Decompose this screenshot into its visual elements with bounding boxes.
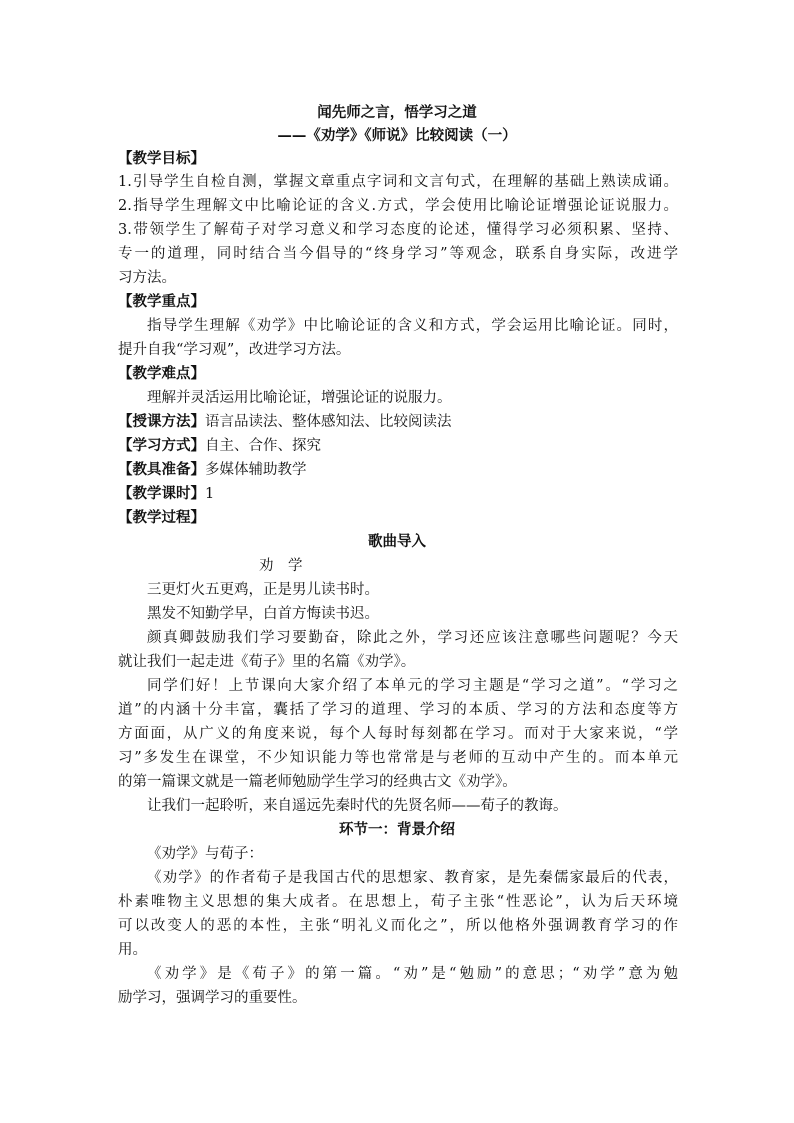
intro-para-line: 就让我们一起走进《荀子》里的名篇《劝学》。 — [118, 654, 416, 670]
intro-para-line: 方面面，从广义的角度来说，每个人每时每刻都在学习。而对于大家来说，“学 — [118, 726, 678, 742]
intro-para-line: 的第一篇课文就是一篇老师勉励学生学习的经典古文《劝学》。 — [118, 774, 517, 790]
method-text: 语言品读法、整体感知法、比较阅读法 — [205, 414, 452, 430]
hours-heading: 【教学课时】 — [118, 485, 205, 502]
key-line: 指导学生理解《劝学》中比喻论证的含义和方式，学会运用比喻论证。同时， — [147, 318, 678, 334]
process-heading: 【教学过程】 — [118, 509, 205, 526]
goal-line: 3.带领学生了解荀子对学习意义和学习态度的论述，懂得学习必须积累、坚持、 — [118, 222, 678, 238]
tools-row — [118, 461, 678, 479]
method-heading: 【授课方法】 — [118, 413, 205, 430]
learn-row — [118, 437, 678, 455]
method-row — [118, 413, 678, 431]
intro-para-line: 同学们好！上节课向大家介绍了本单元的学习主题是“学习之道”。“学习之 — [147, 678, 678, 694]
tools-text: 多媒体辅助教学 — [205, 462, 307, 478]
hours-row — [118, 485, 678, 503]
section1-heading: 环节一：背景介绍 — [339, 821, 455, 838]
intro-para-line: 颜真卿鼓励我们学习要勤奋，除此之外，学习还应该注意哪些问题呢？今天 — [147, 630, 678, 646]
goal-line: 习方法。 — [118, 270, 176, 286]
goal-line: 2.指导学生理解文中比喻论证的含义.方式，学会使用比喻论证增强论证说服力。 — [118, 198, 678, 214]
intro-heading: 歌曲导入 — [368, 533, 426, 550]
diff-text: 理解并灵活运用比喻论证，增强论证的说服力。 — [147, 390, 452, 406]
intro-para-line: 习”多发生在课堂，不少知识能力等也常常是与老师的互动中产生的。而本单元 — [118, 750, 678, 766]
intro-para-line: 道”的内涵十分丰富，囊括了学习的道理、学习的本质、学习的方法和态度等方 — [118, 702, 678, 718]
poem-line: 黑发不知勤学早，白首方悔读书迟。 — [147, 606, 379, 622]
section1-line: 《劝学》的作者荀子是我国古代的思想家、教育家，是先秦儒家最后的代表， — [147, 870, 678, 886]
section1-line: 励学习，强调学习的重要性。 — [118, 990, 307, 1006]
hours-text: 1 — [205, 486, 215, 502]
key-heading: 【教学重点】 — [118, 293, 205, 310]
poem-line: 三更灯火五更鸡，正是男儿读书时。 — [147, 582, 379, 598]
goals-heading: 【教学目标】 — [118, 150, 205, 167]
key-line: 提升自我“学习观”，改进学习方法。 — [118, 342, 351, 358]
tools-heading: 【教具准备】 — [118, 461, 205, 478]
doc-subtitle: ——《劝学》《师说》比较阅读（一） — [277, 127, 517, 144]
section1-line: 朴素唯物主义思想的集大成者。在思想上，荀子主张“性恶论”，认为后天环境 — [118, 894, 678, 910]
learn-text: 自主、合作、探究 — [205, 438, 321, 454]
learn-heading: 【学习方式】 — [118, 437, 205, 454]
diff-heading: 【教学难点】 — [118, 365, 205, 382]
goal-line: 专一的道理，同时结合当今倡导的“终身学习”等观念，联系自身实际，改进学 — [118, 246, 678, 262]
section1-line: 可以改变人的恶的本性，主张“明礼义而化之”，所以他格外强调教育学习的作 — [118, 918, 678, 934]
section1-line: 用。 — [118, 942, 147, 958]
doc-title: 闻先师之言，悟学习之道 — [317, 104, 477, 121]
poem-title: 劝 学 — [259, 558, 303, 574]
intro-para-line: 让我们一起聆听，来自遥远先秦时代的先贤名师——荀子的教诲。 — [147, 798, 568, 814]
section1-line: 《劝学》是《荀子》的第一篇。“劝”是“勉励”的意思；“劝学”意为勉 — [147, 966, 678, 982]
section1-line: 《劝学》与荀子： — [147, 846, 263, 862]
goal-line: 1.引导学生自检自测，掌握文章重点字词和文言句式，在理解的基础上熟读成诵。 — [118, 174, 678, 190]
